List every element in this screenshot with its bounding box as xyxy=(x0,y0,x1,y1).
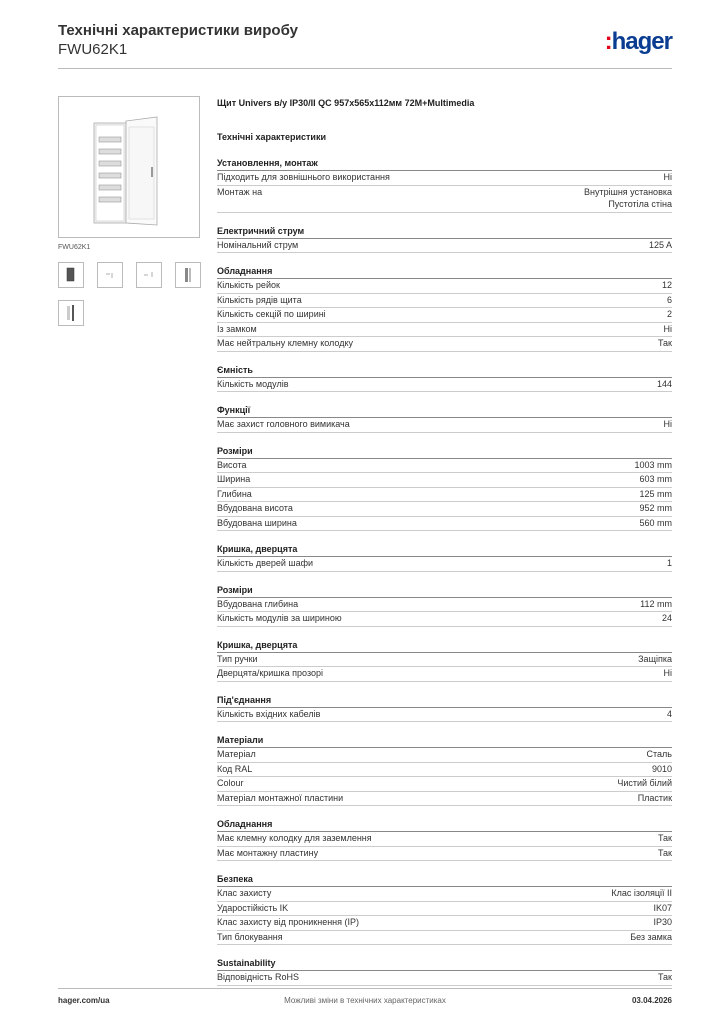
spec-value: Так xyxy=(657,338,672,348)
spec-label: Кількість рейок xyxy=(217,280,280,290)
spec-value: Клас ізоляції II xyxy=(611,888,672,898)
product-image[interactable] xyxy=(58,96,200,238)
spec-value: 125 mm xyxy=(639,488,672,499)
product-code: FWU62K1 xyxy=(58,41,128,58)
spec-row xyxy=(217,308,672,323)
spec-value: 9010 xyxy=(651,763,672,774)
spec-row xyxy=(217,777,672,792)
spec-label: Має клемну колодку для заземлення xyxy=(217,833,372,843)
spec-value: 12 xyxy=(661,280,672,290)
spec-group-title: Установлення, монтаж xyxy=(217,156,672,171)
spec-row xyxy=(217,557,672,572)
spec-value: 6 xyxy=(666,294,672,305)
spec-row xyxy=(217,517,672,532)
spec-groups xyxy=(217,156,672,986)
thumbnail-front[interactable] xyxy=(58,262,84,288)
spec-value: 125 A xyxy=(648,239,672,250)
spec-value: Ні xyxy=(663,668,672,678)
thumbnail-side[interactable] xyxy=(175,262,201,288)
spec-label: Кількість модулів за шириною xyxy=(217,613,342,623)
spec-row xyxy=(217,902,672,917)
spec-group-title: Безпека xyxy=(217,872,672,887)
spec-value: Защіпка xyxy=(638,653,672,664)
spec-value: Ні xyxy=(663,419,672,429)
spec-row xyxy=(217,488,672,503)
footer-divider xyxy=(58,988,672,989)
spec-row xyxy=(217,337,672,352)
spec-label: Вбудована глибина xyxy=(217,598,299,609)
spec-label: Код RAL xyxy=(217,763,253,774)
spec-group-title: Кришка, дверцята xyxy=(217,638,672,653)
spec-row xyxy=(217,708,672,723)
spec-label: Кількість секцій по ширині xyxy=(217,309,326,319)
spec-label: Кількість рядів щита xyxy=(217,294,302,305)
spec-row xyxy=(217,294,672,309)
spec-label: Із замком xyxy=(217,323,257,334)
spec-row xyxy=(217,186,672,213)
spec-row xyxy=(217,916,672,931)
spec-row xyxy=(217,418,672,433)
spec-label: Клас захисту xyxy=(217,888,272,898)
footer-date: 03.04.2026 xyxy=(631,996,672,1005)
spec-row xyxy=(217,239,672,254)
spec-value: 144 xyxy=(656,378,672,389)
spec-label: Висота xyxy=(217,459,247,470)
logo-text: hager xyxy=(611,28,672,55)
spec-value: Так xyxy=(657,847,672,858)
spec-label: Має захист головного вимикача xyxy=(217,419,350,429)
hager-logo xyxy=(605,28,672,56)
spec-row xyxy=(217,171,672,186)
spec-label: Кількість дверей шафи xyxy=(217,558,314,568)
spec-row xyxy=(217,763,672,778)
spec-value: Без замка xyxy=(630,931,672,942)
spec-value: 952 mm xyxy=(639,503,672,513)
spec-group-title: Функції xyxy=(217,403,672,418)
spec-label: Матеріал xyxy=(217,749,256,759)
spec-value: Ні xyxy=(663,172,672,182)
thumbnail-drawing-1[interactable] xyxy=(97,262,123,288)
spec-label: Має нейтральну клемну колодку xyxy=(217,338,353,348)
spec-row xyxy=(217,323,672,338)
thumbnail-drawing-2[interactable] xyxy=(136,262,162,288)
page-title: Технічні характеристики виробу xyxy=(58,22,298,39)
spec-row xyxy=(217,378,672,393)
spec-row xyxy=(217,832,672,847)
spec-group-title: Розміри xyxy=(217,444,672,459)
spec-group-title: Електричний струм xyxy=(217,224,672,239)
spec-row xyxy=(217,459,672,474)
spec-value: IK07 xyxy=(653,902,672,913)
spec-value: Ні xyxy=(663,323,672,334)
spec-value-line: Пустотіла стіна xyxy=(608,199,672,209)
spec-row xyxy=(217,667,672,682)
spec-group-title: Кришка, дверцята xyxy=(217,542,672,557)
spec-label: Підходить для зовнішнього використання xyxy=(217,172,390,182)
spec-label: Матеріал монтажної пластини xyxy=(217,792,344,803)
spec-group-title: Розміри xyxy=(217,583,672,598)
spec-label: Тип блокування xyxy=(217,931,283,942)
spec-value: Сталь xyxy=(646,749,672,759)
spec-row xyxy=(217,598,672,613)
spec-section xyxy=(217,96,672,986)
spec-label: Номінальний струм xyxy=(217,239,299,250)
spec-value: 603 mm xyxy=(639,474,672,484)
spec-label: Кількість вхідних кабелів xyxy=(217,708,321,719)
spec-label: Відповідність RoHS xyxy=(217,972,299,982)
spec-value-line: Внутрішня установка xyxy=(584,186,672,197)
image-caption: FWU62K1 xyxy=(58,244,91,251)
spec-value: 560 mm xyxy=(639,517,672,528)
spec-value: 1003 mm xyxy=(634,459,672,470)
spec-value: Так xyxy=(657,972,672,982)
spec-value: 112 mm xyxy=(640,598,672,609)
spec-value: 2 xyxy=(666,309,672,319)
spec-value: 24 xyxy=(661,613,672,623)
spec-value: 4 xyxy=(666,708,672,719)
spec-row xyxy=(217,792,672,807)
spec-value: Пластик xyxy=(637,792,672,803)
spec-label: Colour xyxy=(217,778,244,788)
spec-row xyxy=(217,502,672,517)
header-divider xyxy=(58,68,672,69)
spec-value: Так xyxy=(657,833,672,843)
spec-group-title: Під'єднання xyxy=(217,693,672,708)
thumbnail-open[interactable] xyxy=(58,300,84,326)
spec-label: Глибина xyxy=(217,488,252,499)
spec-row xyxy=(217,971,672,986)
spec-row xyxy=(217,612,672,627)
spec-value: Чистий білий xyxy=(617,778,672,788)
spec-row xyxy=(217,847,672,862)
spec-group-title: Обладнання xyxy=(217,817,672,832)
spec-label: Монтаж на xyxy=(217,186,263,197)
footer-website[interactable]: hager.com/ua xyxy=(58,996,110,1005)
spec-row xyxy=(217,653,672,668)
spec-row xyxy=(217,887,672,902)
spec-label: Клас захисту від проникнення (IP) xyxy=(217,917,360,927)
spec-label: Ширина xyxy=(217,474,251,484)
spec-group-title: Обладнання xyxy=(217,264,672,279)
spec-value xyxy=(584,186,672,211)
spec-label: Вбудована ширина xyxy=(217,517,297,528)
spec-value: IP30 xyxy=(653,917,672,927)
spec-row xyxy=(217,748,672,763)
footer-notice: Можливі зміни в технічних характеристиках xyxy=(284,996,446,1005)
spec-label: Кількість модулів xyxy=(217,378,289,389)
spec-row xyxy=(217,931,672,946)
spec-label: Ударостійкість IK xyxy=(217,902,289,913)
spec-label: Вбудована висота xyxy=(217,503,293,513)
spec-label: Дверцята/кришка прозорі xyxy=(217,668,323,678)
spec-label: Має монтажну пластину xyxy=(217,847,319,858)
spec-value: 1 xyxy=(666,558,672,568)
product-title: Щит Univers в/у IP30/II QC 957x565x112мм 72M+Multimedia xyxy=(217,98,475,108)
spec-label: Тип ручки xyxy=(217,653,258,664)
spec-heading: Технічні характеристики xyxy=(217,132,326,142)
spec-group-title: Матеріали xyxy=(217,733,672,748)
logo-prefix: : xyxy=(604,28,612,55)
spec-row xyxy=(217,473,672,488)
spec-group-title: Sustainability xyxy=(217,956,672,971)
spec-group-title: Ємність xyxy=(217,363,672,378)
spec-row xyxy=(217,279,672,294)
